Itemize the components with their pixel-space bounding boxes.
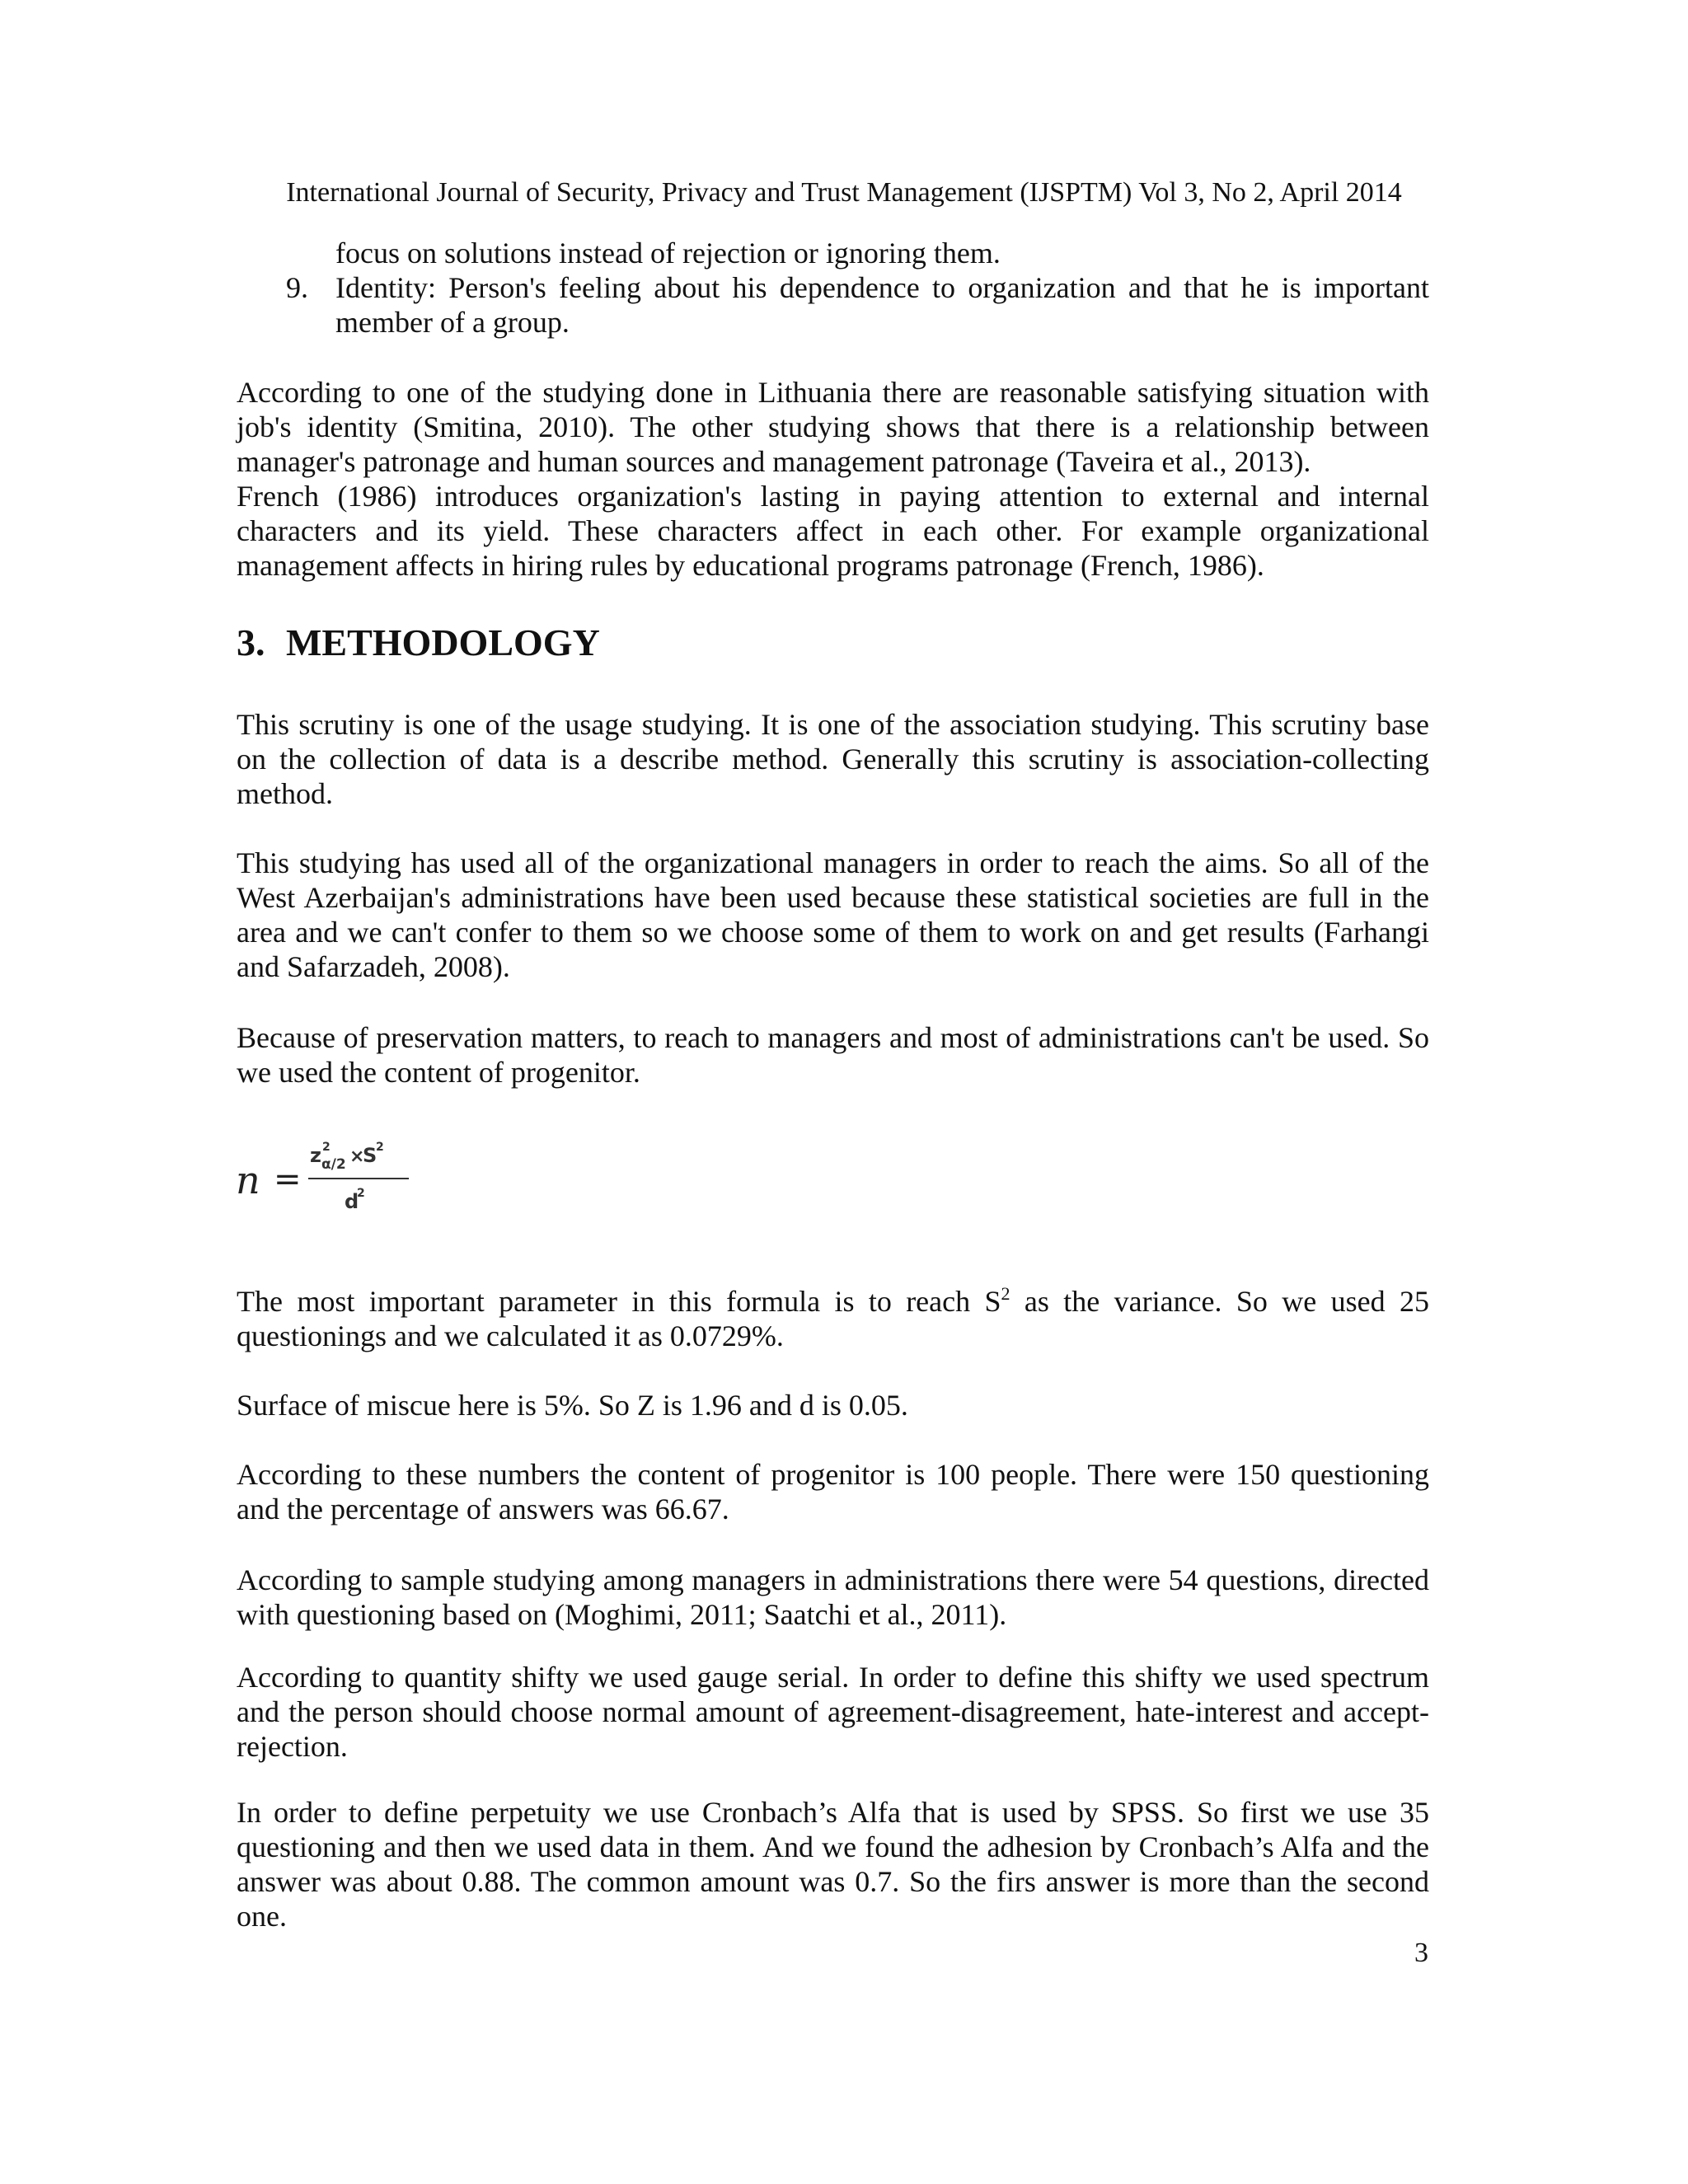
formula-z: z — [310, 1144, 321, 1167]
methodology-paragraph-2: This studying has used all of the organizational managers in order to reach the aims. So all of the West Azerbaijan's administrations have been used because these statistical societies are full in the area and we can't confer to them so we choose some of them to work on and get results (Farhangi and Safarzadeh, 2008). — [237, 846, 1429, 983]
formula-s-sup: 2 — [376, 1141, 384, 1154]
list-item-number: 9. — [286, 271, 308, 304]
formula-d-sup: 2 — [357, 1187, 365, 1200]
methodology-paragraph-8: According to quantity shifty we used gauge serial. In order to define this shifty we used spectrum and the person should choose normal amount of agreement-disagreement, hate-interest and accept-rejection. — [237, 1661, 1429, 1763]
methodology-paragraph-4: The most important parameter in this formula is to reach $S^2$ as the variance. So we used 25 questionings and we calculated it as 0.0729%. — [237, 1283, 1430, 1352]
methodology-paragraph-5: Surface of miscue here is 5%. So Z is 1.96 and d is 0.05. — [237, 1389, 908, 1422]
list-continuation: focus on solutions instead of rejection or ignoring them. — [335, 237, 1001, 269]
section-number: 3. — [237, 621, 265, 663]
page-number: 3 — [1414, 1938, 1428, 1968]
formula-equals: = — [274, 1160, 302, 1198]
methodology-paragraph-1: This scrutiny is one of the usage studying. It is one of the association studying. This scrutiny base on the collection of data is a describe method. Generally this scrutiny is association-collecting method. — [237, 708, 1429, 810]
formula-d: d — [345, 1190, 359, 1213]
list-item-9 — [237, 270, 1429, 340]
methodology-paragraph-3: Because of preservation matters, to reach to managers and most of administrations can't be used. So we used the content of progenitor. — [237, 1021, 1429, 1089]
methodology-paragraph-7: According to sample studying among managers in administrations there were 54 questions, directed with questioning based on (Moghimi, 2011; Saatchi et al., 2011). — [237, 1563, 1429, 1631]
superscript: 2 — [1001, 1283, 1010, 1304]
methodology-paragraph-6: According to these numbers the content of progenitor is 100 people. There were 150 questioning and the percentage of answers was 66.67. — [237, 1458, 1429, 1526]
section-heading — [237, 620, 600, 666]
body-paragraph: According to one of the studying done in Lithuania there are reasonable satisfying situation with job's identity (Smitina, 2010). The other studying shows that there is a relationship between manager's patronage and human sources and management patronage (Taveira et al., 2013). French (1986) introduces organization's lasting in paying attention to external and internal characters and its yield. These characters affect in each other. For example organizational management affects in hiring rules by educational programs patronage (French, 1986). — [237, 376, 1429, 582]
section-title: METHODOLOGY — [286, 621, 600, 663]
formula-alpha-half: α/2 — [321, 1156, 346, 1173]
list-item-text: Identity: Person's feeling about his dependence to organization and that he is important member of a group. — [335, 271, 1429, 339]
formula-s: S — [363, 1144, 377, 1167]
methodology-paragraph-9: In order to define perpetuity we use Cronbach’s Alfa that is used by SPSS. So first we use 35 questioning and then we used data in them. And we found the adhesion by Cronbach’s Alfa and the answer was about 0.88. The common amount was 0.7. So the firs answer is more than the second one. — [237, 1796, 1429, 1933]
formula-times: × — [349, 1146, 365, 1167]
running-header: International Journal of Security, Privacy and Trust Management (IJSPTM) Vol 3, No 2, April 2014 — [286, 177, 1402, 208]
formula-z-sup: 2 — [322, 1141, 331, 1154]
sample-size-formula — [234, 1129, 424, 1220]
formula-n: n — [236, 1158, 260, 1202]
